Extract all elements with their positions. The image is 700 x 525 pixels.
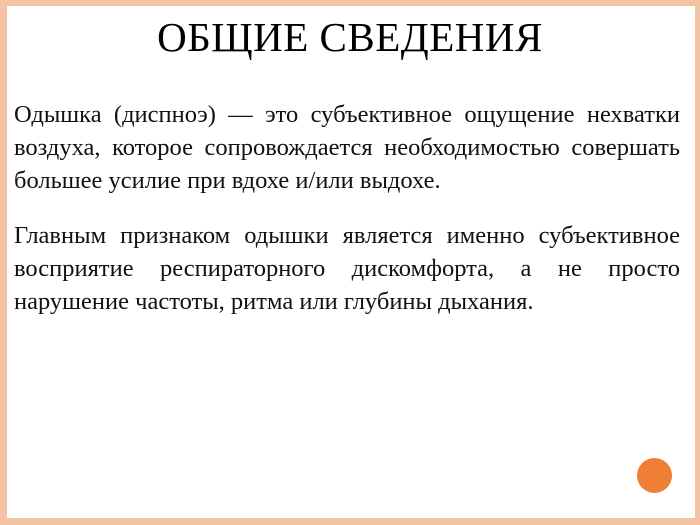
decorative-left-bar [0,0,7,525]
paragraph-1: Одышка (диспноэ) — это субъективное ощущение нехватки воздуха, которое сопровождается необходимостью совершать большее усилие при вдохе и/или выдохе. [14,101,680,194]
decorative-right-bar [695,0,700,525]
decorative-top-bar [0,0,700,6]
decorative-circle-icon [637,458,672,493]
slide-body [14,98,680,318]
paragraph-2: Главным признаком одышки является именно субъективное восприятие респираторного дискомфорта, а не просто нарушение частоты, ритма или глубины дыхания. [14,222,680,315]
page-title: ОБЩИЕ СВЕДЕНИЯ [157,14,543,60]
decorative-bottom-bar [0,518,700,525]
